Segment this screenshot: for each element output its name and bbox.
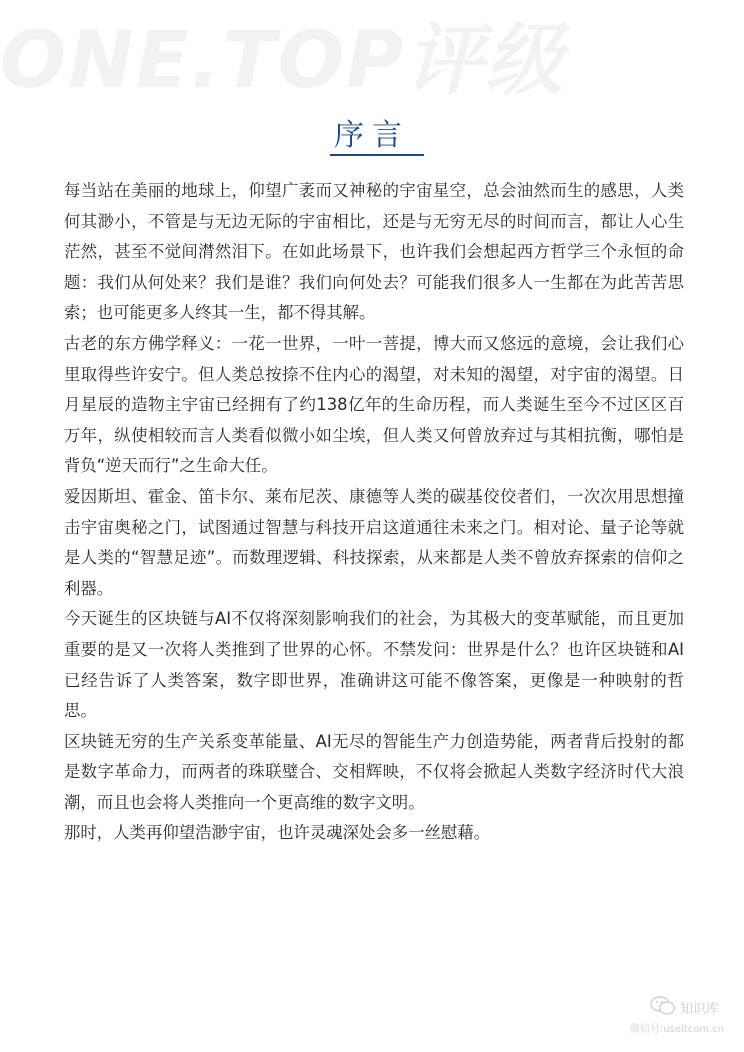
source-watermark	[630, 998, 738, 1038]
preface-body	[64, 176, 684, 849]
source-url: 微信号:useitcom.cn	[630, 1024, 725, 1035]
paragraph-5: 区块链无穷的生产关系变革能量、AI无尽的智能生产力创造势能，两者背后投射的都是数字革命力，而两者的珠联璧合、交相辉映，不仅将会掀起人类数字经济时代大浪潮，而且也会将人类推向一个更高维的数字文明。	[64, 731, 684, 812]
paragraph-4: 今天诞生的区块链与AI不仅将深刻影响我们的社会，为其极大的变革赋能，而且更加重要的是又一次将人类推到了世界的心怀。不禁发问：世界是什么？也许区块链和AI已经告诉了人类答案，数字即世界，准确讲这可能不像答案，更像是一种映射的哲思。	[64, 609, 684, 721]
title-underline	[330, 154, 424, 156]
wechat-icon	[650, 996, 676, 1016]
paragraph-2: 古老的东方佛学释义：一花一世界，一叶一菩提，博大而又悠远的意境，会让我们心里取得些许安宁。但人类总按捺不住内心的渴望，对未知的渴望，对宇宙的渴望。日月星辰的造物主宇宙已经拥有了约138亿年的生命历程，而人类诞生至今不过区区百万年，纵使相较而言人类看似微小如尘埃，但人类又何曾放弃过与其相抗衡，哪怕是背负“逆天而行”之生命大任。	[64, 333, 684, 476]
watermark-logo-text: ONE.TOP评级	[0, 16, 566, 106]
page-title: 序言	[334, 118, 410, 153]
paragraph-6: 那时，人类再仰望浩渺宇宙，也许灵魂深处会多一丝慰藉。	[64, 823, 491, 843]
source-name: 知识库	[680, 1002, 720, 1017]
paragraph-1: 每当站在美丽的地球上，仰望广袤而又神秘的宇宙星空，总会油然而生的感思，人类何其渺小，不管是与无边无际的宇宙相比，还是与无穷无尽的时间而言，都让人心生茫然，甚至不觉间潸然泪下。在如此场景下，也许我们会想起西方哲学三个永恒的命题：我们从何处来？我们是谁？我们向何处去？可能我们很多人一生都在为此苦苦思索；也可能更多人终其一生，都不得其解。	[64, 181, 684, 323]
paragraph-3: 爱因斯坦、霍金、笛卡尔、莱布尼茨、康德等人类的碳基佼佼者们，一次次用思想撞击宇宙奥秘之门，试图通过智慧与科技开启这道通往未来之门。相对论、量子论等就是人类的“智慧足迹”。而数理逻辑、科技探索，从来都是人类不曾放弃探索的信仰之利器。	[64, 486, 684, 598]
